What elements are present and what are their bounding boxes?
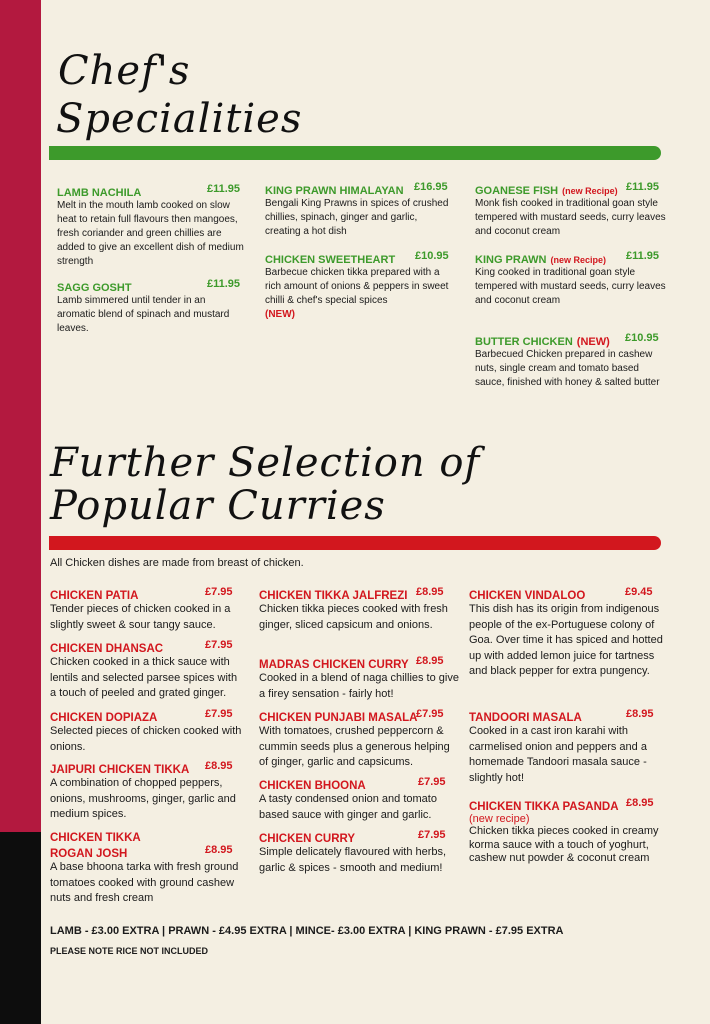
new-badge: (NEW) bbox=[265, 309, 295, 320]
item-price: £7.95 bbox=[205, 586, 233, 598]
item-name: LAMB NACHILA bbox=[57, 187, 142, 199]
item-price: £11.95 bbox=[207, 183, 241, 195]
item-description: Lamb simmered until tender in an aromatic blend of spinach and mustard leaves. bbox=[57, 295, 230, 334]
item-name: CHICKEN VINDALOO bbox=[469, 590, 586, 602]
further-title-line1: Further Selection of bbox=[50, 440, 481, 486]
item-name: MADRAS CHICKEN CURRY bbox=[259, 659, 409, 671]
item-price: £7.95 bbox=[418, 776, 446, 788]
item-name: SAGG GOSHT bbox=[57, 282, 132, 294]
item-price: £7.95 bbox=[205, 639, 233, 651]
item-name: TANDOORI MASALA bbox=[469, 712, 582, 724]
item-name: BUTTER CHICKEN bbox=[475, 336, 573, 348]
item-description: Chicken cooked in a thick sauce with lentils and selected parsee spices with a touch of peeled and grated ginger. bbox=[50, 656, 238, 699]
chicken-breast-note: All Chicken dishes are made from breast of chicken. bbox=[50, 557, 304, 569]
further-title-line2: Popular Curries bbox=[50, 483, 386, 529]
item-description: Cooked in a cast iron karahi with carmelised onion and peppers and a homemade Tandoori masala sauce - slightly hot! bbox=[469, 725, 647, 784]
item-price: £7.95 bbox=[205, 708, 233, 720]
item-description: Melt in the mouth lamb cooked on slow heat to retain full flavours then mangoes, fresh coriander and green chillies are added to give an excellent dish of medium strength bbox=[57, 200, 244, 267]
menu-item bbox=[57, 183, 245, 269]
item-name: CHICKEN SWEETHEART bbox=[265, 254, 396, 266]
item-name: CHICKEN CURRY bbox=[259, 833, 356, 845]
rice-note: PLEASE NOTE RICE NOT INCLUDED bbox=[50, 946, 209, 956]
item-name: CHICKEN TIKKA JALFREZI bbox=[259, 590, 408, 602]
item-name: CHICKEN PATIA bbox=[50, 590, 139, 602]
menu-item bbox=[469, 586, 665, 680]
item-name: JAIPURI CHICKEN TIKKA bbox=[50, 764, 190, 776]
item-description: Monk fish cooked in traditional goan style tempered with mustard seeds, curry leaves and coconut cream bbox=[475, 198, 666, 237]
item-price: £16.95 bbox=[414, 181, 448, 193]
red-divider-bar bbox=[49, 536, 661, 550]
item-description: Bengali King Prawns in spices of crushed chillies, spinach, ginger and garlic, creating a hot dish bbox=[265, 198, 449, 237]
menu-item bbox=[259, 829, 459, 876]
item-price: £11.95 bbox=[626, 250, 660, 262]
item-price: £7.95 bbox=[416, 708, 444, 720]
new-recipe-tag: (new recipe) bbox=[469, 813, 530, 825]
menu-item bbox=[50, 760, 246, 823]
menu-item bbox=[475, 181, 667, 239]
item-price: £8.95 bbox=[205, 844, 233, 856]
item-description: Chicken tikka pieces cooked with fresh ginger, sliced capsicum and onions. bbox=[259, 603, 448, 631]
item-description: Selected pieces of chicken cooked with onions. bbox=[50, 725, 242, 753]
item-name: CHICKEN TIKKA bbox=[50, 832, 141, 844]
menu-item bbox=[469, 797, 665, 866]
item-price: £11.95 bbox=[207, 278, 241, 290]
new-tag: (NEW) bbox=[576, 336, 610, 348]
item-price: £7.95 bbox=[418, 829, 446, 841]
menu-item bbox=[259, 655, 459, 702]
item-price: £8.95 bbox=[626, 797, 654, 809]
item-description: This dish has its origin from indigenous people of the ex-Portuguese colony of Goa. Over time it has spiced and hotted up with added lemon juice for tartness and black pepper for extra pungency. bbox=[469, 603, 663, 677]
item-description: Chicken tikka pieces cooked in creamy korma sauce with a touch of yoghurt, cashew nut powder & coconut cream bbox=[469, 825, 659, 864]
menu-item bbox=[469, 708, 665, 786]
specialities-title-line1: Chef's bbox=[58, 48, 191, 94]
green-divider-bar bbox=[49, 146, 661, 160]
side-accent-bar bbox=[0, 0, 41, 832]
item-description: Simple delicately flavoured with herbs, garlic & spices - smooth and medium! bbox=[259, 846, 447, 874]
new-recipe-tag: (new Recipe) bbox=[550, 255, 607, 265]
item-description: Barbecue chicken tikka prepared with a rich amount of onions & peppers in sweet chilli & chef's special spices bbox=[265, 267, 449, 306]
menu-item bbox=[475, 250, 667, 308]
menu-item bbox=[57, 278, 245, 336]
item-name: CHICKEN TIKKA PASANDA bbox=[469, 801, 619, 813]
item-name: CHICKEN BHOONA bbox=[259, 780, 366, 792]
item-name-line2: ROGAN JOSH bbox=[50, 848, 128, 860]
item-description: King cooked in traditional goan style tempered with mustard seeds, curry leaves and coconut cream bbox=[475, 267, 666, 306]
side-accent-bar-bottom bbox=[0, 832, 41, 1024]
menu-item bbox=[265, 181, 455, 239]
menu-item bbox=[50, 639, 246, 702]
item-description: A base bhoona tarka with fresh ground tomatoes cooked with ground cashew nuts and fresh cream bbox=[50, 861, 239, 904]
item-name: KING PRAWN bbox=[475, 254, 547, 266]
menu-item bbox=[50, 708, 246, 755]
item-name: CHICKEN PUNJABI MASALA bbox=[259, 712, 418, 724]
item-price: £9.45 bbox=[625, 586, 653, 598]
item-price: £8.95 bbox=[416, 586, 444, 598]
item-description: A combination of chopped peppers, onions, mushrooms, ginger, garlic and medium spices. bbox=[50, 777, 236, 820]
menu-item bbox=[259, 586, 459, 633]
menu-item bbox=[259, 776, 459, 823]
menu-item bbox=[259, 708, 459, 771]
item-price: £10.95 bbox=[415, 250, 449, 262]
item-price: £8.95 bbox=[205, 760, 233, 772]
menu-item bbox=[50, 586, 246, 633]
specialities-title-line2: Specialities bbox=[56, 96, 303, 142]
item-price: £8.95 bbox=[416, 655, 444, 667]
item-name: KING PRAWN HIMALAYAN bbox=[265, 185, 404, 197]
item-name: CHICKEN DHANSAC bbox=[50, 643, 164, 655]
item-price: £10.95 bbox=[625, 332, 659, 344]
menu-item bbox=[475, 332, 667, 390]
item-price: £11.95 bbox=[626, 181, 660, 193]
item-description: Barbecued Chicken prepared in cashew nuts, single cream and tomato based sauce, finished with honey & salted butter bbox=[475, 349, 660, 388]
item-description: A tasty condensed onion and tomato based sauce with ginger and garlic. bbox=[259, 793, 437, 821]
item-description: Cooked in a blend of naga chillies to give a firey sensation - fairly hot! bbox=[259, 672, 459, 700]
new-recipe-tag: (new Recipe) bbox=[562, 186, 618, 196]
menu-item bbox=[265, 250, 455, 322]
item-description: With tomatoes, crushed peppercorn & cummin seeds plus a generous helping of ginger, garlic and capsicums. bbox=[259, 725, 450, 768]
menu-item bbox=[50, 828, 246, 907]
extras-pricing: LAMB - £3.00 EXTRA | PRAWN - £4.95 EXTRA | MINCE- £3.00 EXTRA | KING PRAWN - £7.95 EXTRA bbox=[50, 925, 564, 937]
item-price: £8.95 bbox=[626, 708, 654, 720]
item-description: Tender pieces of chicken cooked in a slightly sweet & sour tangy sauce. bbox=[50, 603, 231, 631]
item-name: GOANESE FISH bbox=[475, 185, 559, 197]
item-name: CHICKEN DOPIAZA bbox=[50, 712, 158, 724]
